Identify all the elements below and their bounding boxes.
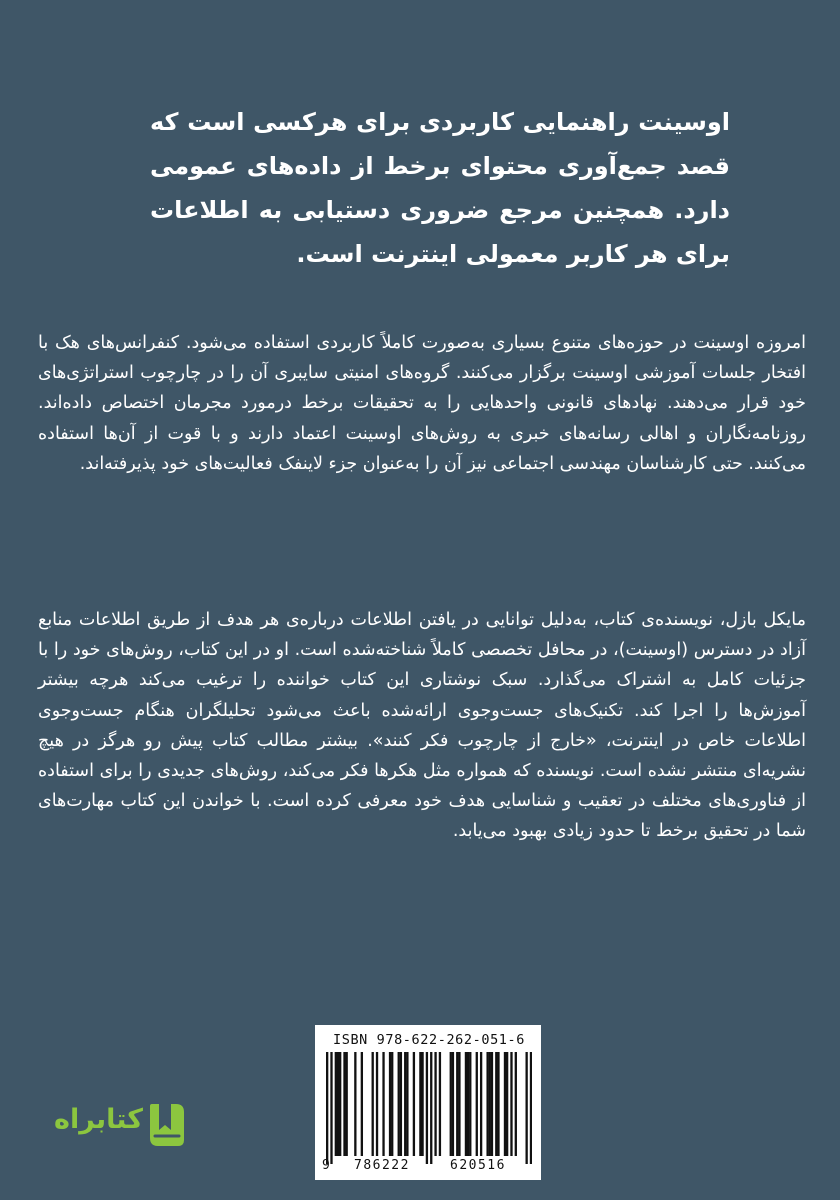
barcode-bar	[419, 1052, 421, 1156]
barcode-bar	[510, 1052, 512, 1156]
barcode-bar	[361, 1052, 363, 1156]
barcode-bar	[426, 1052, 428, 1164]
barcode-bar	[434, 1052, 436, 1156]
barcode-bar	[421, 1052, 423, 1156]
publisher-logo-text: کتابراه	[54, 1104, 143, 1135]
barcode-bar	[406, 1052, 408, 1156]
barcode-bar	[413, 1052, 415, 1156]
ean-left-group: 786222	[354, 1158, 410, 1173]
barcode-bar	[452, 1052, 454, 1156]
barcode-bar	[504, 1052, 506, 1156]
barcode-bar	[391, 1052, 393, 1156]
barcode-bar	[456, 1052, 458, 1156]
barcode-bar	[404, 1052, 406, 1156]
barcode-bar	[506, 1052, 508, 1156]
barcode-bar	[515, 1052, 517, 1156]
publisher-logo	[38, 1100, 188, 1160]
barcode-bar	[525, 1052, 527, 1164]
barcode-bar	[489, 1052, 491, 1156]
barcode-bar	[486, 1052, 488, 1156]
barcode-bar	[495, 1052, 497, 1156]
barcode-bar	[491, 1052, 493, 1156]
headline-text: اوسینت راهنمایی کاربردی برای هرکسی است که قصد جمع‌آوری محتوای برخط از داده‌های عمومی دارد. همچنین مرجع ضروری دستیابی به اطلاعات برای هر کاربر معمولی اینترنت است.	[150, 108, 730, 268]
barcode-bar	[476, 1052, 478, 1156]
barcode-bar	[389, 1052, 391, 1156]
barcode-bar	[467, 1052, 469, 1156]
barcode-bar	[372, 1052, 374, 1156]
barcode-bar	[480, 1052, 482, 1156]
barcode-bar	[497, 1052, 499, 1156]
barcode-bar	[450, 1052, 452, 1156]
barcode-bar	[337, 1052, 339, 1156]
barcode-bar	[530, 1052, 532, 1164]
isbn-barcode	[315, 1025, 541, 1180]
barcode-bar	[346, 1052, 348, 1156]
ean-right-group: 620516	[450, 1158, 506, 1173]
barcode-bar	[326, 1052, 328, 1164]
description-paragraph-1: امروزه اوسینت در حوزه‌های متنوع بسیاری به‌صورت کاملاً کاربردی استفاده می‌شود. کنفرانس‌های هک با افتخار جلسات آموزشی اوسینت برگزار می‌کنند. گروه‌های امنیتی سایبری آن را در چارچوب استراتژی‌های خود قرار می‌دهند. نهادهای قانونی واحدهایی را به تحقیقات برخط درمورد مجرمان اختصاص داده‌اند. روزنامه‌نگاران و اهالی رسانه‌های خبری به روش‌های اوسینت اعتماد دارند و با قوت از آن‌ها استفاده می‌کنند. حتی کارشناسان مهندسی اجتماعی نیز آن را به‌عنوان جزء لاینفک فعالیت‌های خود پذیرفته‌اند.	[38, 333, 806, 474]
barcode-bar	[354, 1052, 356, 1156]
barcode-bar	[439, 1052, 441, 1156]
book-bookmark-icon	[146, 1100, 188, 1148]
barcode-bar	[458, 1052, 460, 1156]
barcode-bar	[343, 1052, 345, 1156]
barcode-bar	[330, 1052, 332, 1164]
barcode-bar	[376, 1052, 378, 1156]
barcode-bar	[335, 1052, 337, 1156]
barcode-bar	[382, 1052, 384, 1156]
description-paragraph-2: مایکل بازل، نویسنده‌ی کتاب، به‌دلیل توانایی در یافتن اطلاعات درباره‌ی هر هدف از طریق اطلاعات منابع آزاد در دسترس (اوسینت)، در محافل تخصصی کاملاً شناخته‌شده است. او در این کتاب، روش‌های خود را با جزئیات کامل به اشتراک می‌گذارد. سبک نوشتاری این کتاب خواننده را ترغیب می‌کند هرچه بیشتر آموزش‌ها را اجرا کند. تکنیک‌های جست‌وجوی ارائه‌شده باعث می‌شود تحلیلگران هنگام جست‌وجوی اطلاعات خاص در اینترنت، «خارج از چارچوب فکر کنند». بیشتر مطالب کتاب پیش رو هرگز در هیچ نشریه‌ای منتشر نشده است. نویسنده که همواره مثل هکرها فکر می‌کند، روش‌های جدیدی را برای استفاده از فناوری‌های مختلف در تعقیب و شناسایی هدف خود معرفی کرده است. با خواندن این کتاب مهارت‌های شما در تحقیق برخط تا حدود زیادی بهبود می‌یابد.	[38, 610, 806, 842]
ean-digits	[316, 1158, 542, 1176]
barcode-bar	[465, 1052, 467, 1156]
barcode-bar	[400, 1052, 402, 1156]
barcode-bar	[469, 1052, 471, 1156]
barcode-bar	[398, 1052, 400, 1156]
barcode-bars	[326, 1052, 532, 1164]
barcode-bar	[339, 1052, 341, 1156]
barcode-bar	[430, 1052, 432, 1164]
ean-first-digit: 9	[322, 1158, 330, 1173]
isbn-label: ISBN 978-622-262-051-6	[332, 1032, 525, 1048]
